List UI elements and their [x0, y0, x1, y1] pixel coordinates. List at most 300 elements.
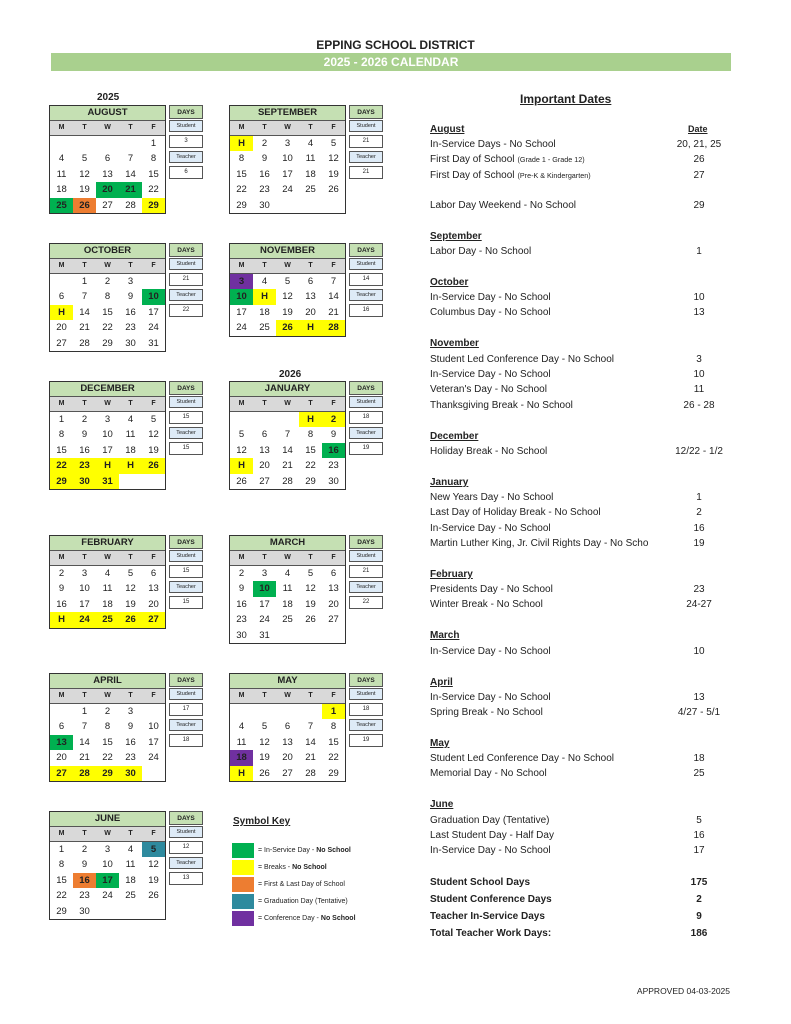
event-name: Graduation Day (Tentative): [430, 815, 550, 826]
teacher-days-count: 22: [169, 304, 203, 317]
student-label: Student: [349, 688, 383, 700]
day-cell: 15: [148, 168, 159, 180]
date-column-header: Date: [688, 124, 708, 134]
teacher-label: Teacher: [169, 857, 203, 869]
event-date: 10: [693, 369, 705, 380]
student-days-count: 15: [169, 565, 203, 578]
week-row: [230, 198, 345, 213]
day-cell: 10: [102, 859, 113, 871]
days-header: DAYS: [349, 381, 383, 395]
day-cell: 14: [305, 736, 316, 748]
day-cell: 2: [261, 138, 268, 149]
day-cell: 8: [307, 429, 314, 441]
month-name: AUGUST: [50, 106, 165, 121]
event-date: 4/27 - 5/1: [677, 707, 721, 718]
important-date-label: [430, 707, 543, 718]
day-cell: 9: [238, 583, 245, 595]
event-name: Student Led Conference Day - No School: [430, 354, 614, 365]
days-row: [349, 119, 383, 134]
week-row: [230, 719, 345, 734]
day-cell: 16: [259, 168, 270, 180]
student-label: Student: [349, 120, 383, 132]
day-cell: 13: [259, 444, 270, 456]
day-cell: 17: [259, 598, 270, 610]
day-cell: 9: [81, 429, 88, 441]
teacher-days-count: 13: [169, 872, 203, 885]
days-row: [169, 580, 203, 595]
day-cell: 19: [148, 874, 159, 886]
weekday-name: F: [151, 262, 156, 269]
day-cell: 2: [81, 414, 88, 425]
month-june: [49, 811, 166, 920]
month-february: [49, 535, 166, 629]
day-cell: 5: [150, 414, 157, 425]
weekday-name: M: [58, 554, 65, 561]
days-row: [349, 718, 383, 733]
day-cell: 7: [307, 721, 314, 733]
weekday-name: T: [262, 124, 267, 131]
day-cell: H: [50, 305, 73, 320]
month-heading: [430, 799, 453, 810]
day-cell: 19: [282, 306, 293, 318]
teacher-days-count: 21: [349, 166, 383, 179]
day-cell: 3: [261, 568, 268, 579]
student-days-count: 18: [349, 411, 383, 424]
weekday-name: T: [128, 692, 133, 699]
day-cell: 27: [259, 475, 270, 487]
day-cell: 16: [79, 444, 90, 456]
day-cell: 10: [282, 153, 293, 165]
day-cell: 7: [330, 276, 337, 287]
day-cell: 5: [142, 842, 165, 857]
weekday-name: T: [128, 124, 133, 131]
day-cell: 8: [104, 291, 111, 303]
event-name: Veteran's Day - No School: [430, 384, 547, 395]
event-date: 27: [693, 170, 705, 181]
day-cell: 19: [305, 598, 316, 610]
weekday-name: T: [82, 554, 87, 561]
day-cell: 22: [102, 752, 113, 764]
day-cell: 9: [58, 583, 65, 595]
day-cell: 3: [284, 138, 291, 149]
day-cell: 1: [81, 276, 88, 287]
day-cell: H: [119, 458, 142, 473]
days-row: [349, 257, 383, 272]
student-label: Student: [169, 258, 203, 270]
days-column: [349, 535, 383, 611]
days-row: [349, 580, 383, 595]
weekday-name: T: [262, 262, 267, 269]
day-cell: 17: [96, 873, 119, 888]
week-row: [50, 597, 165, 612]
days-row: [349, 564, 383, 579]
day-cell: 6: [261, 429, 268, 441]
day-cell: 6: [284, 721, 291, 733]
day-cell: 16: [125, 306, 136, 318]
important-date-label: [430, 307, 551, 318]
week-row: [230, 443, 345, 458]
day-cell: 3: [127, 276, 134, 287]
week-row: [50, 443, 165, 458]
weekday-name: T: [308, 554, 313, 561]
month-heading: [430, 431, 478, 442]
day-cell: [276, 198, 299, 213]
important-date-label: [430, 507, 601, 518]
important-date-label: [430, 292, 551, 303]
important-date-label: [430, 492, 553, 503]
day-cell: 2: [238, 568, 245, 579]
days-column: [349, 243, 383, 319]
day-cell: 11: [125, 859, 136, 871]
event-date: 18: [693, 753, 705, 764]
important-date-label: [430, 139, 556, 150]
day-cell: 15: [56, 874, 67, 886]
year-label-2026: 2026: [279, 369, 302, 380]
day-cell: H: [299, 412, 322, 427]
day-cell: 9: [330, 429, 337, 441]
week-row: [230, 305, 345, 320]
day-cell: 3: [104, 414, 111, 425]
day-cell: 10: [148, 721, 159, 733]
day-cell: 8: [238, 153, 245, 165]
symbol-description: = First & Last Day of School: [258, 880, 345, 888]
important-dates-title: Important Dates: [520, 92, 612, 106]
day-cell: 3: [127, 706, 134, 717]
event-date: 26 - 28: [683, 400, 715, 411]
symbol-note: No School: [292, 863, 327, 871]
day-cell: [276, 704, 299, 719]
important-date-label: [430, 830, 554, 841]
day-cell: 30: [236, 629, 247, 641]
teacher-days-count: 22: [349, 596, 383, 609]
week-row: [230, 427, 345, 442]
days-header: DAYS: [349, 535, 383, 549]
event-date: 175: [690, 877, 708, 888]
day-cell: 23: [125, 752, 136, 764]
weekday-name: W: [284, 692, 291, 699]
event-date: 3: [696, 354, 702, 365]
weekday-name: F: [331, 554, 336, 561]
weekday-header: [50, 689, 165, 704]
summary-label: [430, 928, 551, 939]
days-row: [169, 426, 203, 441]
day-cell: 29: [96, 766, 119, 781]
days-column: [169, 811, 203, 887]
days-header: DAYS: [349, 243, 383, 257]
day-cell: H: [96, 458, 119, 473]
event-name: Holiday Break - No School: [430, 446, 548, 457]
teacher-days-count: 19: [349, 442, 383, 455]
event-date: 11: [693, 384, 705, 395]
weekday-name: W: [104, 400, 111, 407]
day-cell: 2: [322, 412, 345, 427]
day-cell: 19: [259, 752, 270, 764]
weekday-header: [230, 259, 345, 274]
days-row: [349, 426, 383, 441]
month-heading: [430, 630, 459, 641]
month-april: [49, 673, 166, 782]
important-date-label: [430, 523, 551, 534]
event-subnote: (Grade 1 - Grade 12): [517, 155, 585, 164]
day-cell: 25: [50, 198, 73, 213]
day-cell: 22: [236, 184, 247, 196]
day-cell: [253, 704, 276, 719]
day-cell: 22: [328, 752, 339, 764]
teacher-days-count: 15: [169, 596, 203, 609]
teacher-label: Teacher: [169, 719, 203, 731]
days-row: [349, 702, 383, 717]
event-date: 2: [696, 894, 702, 905]
month-name: JANUARY: [230, 382, 345, 397]
week-row: [50, 474, 165, 489]
event-date: 24-27: [686, 599, 712, 610]
day-cell: 30: [125, 337, 136, 349]
month-december: [49, 381, 166, 490]
day-cell: 23: [236, 614, 247, 626]
day-cell: 21: [119, 182, 142, 197]
days-column: [169, 381, 203, 457]
days-row: [169, 718, 203, 733]
weekday-name: M: [238, 554, 245, 561]
day-cell: [299, 628, 322, 643]
student-days-count: 18: [349, 703, 383, 716]
week-row: [50, 888, 165, 903]
days-header: DAYS: [169, 673, 203, 687]
week-row: [50, 151, 165, 166]
event-name: February: [430, 569, 473, 580]
day-cell: 7: [81, 291, 88, 303]
event-name: In-Service Day - No School: [430, 369, 551, 380]
event-name: Total Teacher Work Days:: [430, 928, 552, 939]
month-heading: [430, 338, 479, 349]
day-cell: 18: [125, 444, 136, 456]
week-row: [50, 305, 165, 320]
day-cell: 29: [56, 905, 67, 917]
event-name: December: [430, 431, 479, 442]
day-cell: 1: [150, 138, 157, 149]
event-name: In-Service Day - No School: [430, 692, 551, 703]
day-cell: 17: [102, 444, 113, 456]
event-date: 13: [693, 307, 705, 318]
day-cell: 16: [125, 736, 136, 748]
days-row: [349, 165, 383, 180]
weekday-header: [50, 551, 165, 566]
important-date-label: [430, 400, 573, 411]
day-cell: 4: [284, 568, 291, 579]
day-cell: [119, 904, 142, 919]
day-cell: 12: [125, 583, 136, 595]
event-name: In-Service Day - No School: [430, 523, 551, 534]
week-row: [50, 566, 165, 581]
day-cell: 11: [282, 583, 293, 595]
day-cell: 4: [307, 138, 314, 149]
event-name: Student School Days: [430, 877, 531, 888]
day-cell: 9: [127, 291, 134, 303]
event-date: 16: [693, 830, 705, 841]
day-cell: [142, 274, 165, 289]
week-row: [230, 735, 345, 750]
week-row: [50, 842, 165, 857]
event-name: Last Student Day - Half Day: [430, 830, 554, 841]
day-cell: 26: [276, 320, 299, 335]
event-date: 5: [696, 815, 702, 826]
month-november: [229, 243, 346, 337]
symbol-key-item: [232, 893, 348, 909]
month-name: JUNE: [50, 812, 165, 827]
day-cell: 17: [148, 736, 159, 748]
day-cell: [322, 198, 345, 213]
day-cell: 23: [73, 458, 96, 473]
days-row: [169, 840, 203, 855]
summary-label: [430, 911, 545, 922]
day-cell: 18: [305, 168, 316, 180]
day-cell: 17: [148, 306, 159, 318]
month-name: OCTOBER: [50, 244, 165, 259]
student-label: Student: [169, 550, 203, 562]
day-cell: 12: [148, 429, 159, 441]
weekday-name: W: [104, 554, 111, 561]
day-cell: 18: [230, 750, 253, 765]
day-cell: 4: [261, 276, 268, 287]
weekday-name: M: [238, 124, 245, 131]
day-cell: 29: [236, 199, 247, 211]
event-name: September: [430, 231, 482, 242]
important-date-label: [430, 170, 591, 181]
days-row: [169, 134, 203, 149]
week-row: [230, 458, 345, 473]
month-august: [49, 105, 166, 214]
weekday-header: [230, 121, 345, 136]
weekday-name: W: [284, 554, 291, 561]
weekday-name: M: [58, 124, 65, 131]
day-cell: 6: [104, 153, 111, 165]
important-date-label: [430, 154, 585, 165]
weekday-name: W: [284, 262, 291, 269]
weekday-name: F: [331, 262, 336, 269]
weekday-name: W: [284, 124, 291, 131]
day-cell: H: [230, 766, 253, 781]
day-cell: H: [299, 320, 322, 335]
weekday-name: T: [128, 400, 133, 407]
important-date-label: [430, 599, 543, 610]
day-cell: [119, 474, 142, 489]
symbol-description: = In-Service Day -: [258, 846, 315, 854]
days-column: [169, 105, 203, 181]
day-cell: [299, 704, 322, 719]
event-name: Spring Break - No School: [430, 707, 543, 718]
day-cell: 8: [150, 153, 157, 165]
day-cell: 13: [148, 583, 159, 595]
day-cell: 25: [96, 612, 119, 627]
day-cell: 18: [282, 598, 293, 610]
day-cell: 12: [236, 444, 247, 456]
weekday-name: W: [104, 262, 111, 269]
days-row: [169, 150, 203, 165]
summary-label: [430, 877, 530, 888]
days-column: [349, 381, 383, 457]
student-days-count: 15: [169, 411, 203, 424]
days-row: [349, 395, 383, 410]
event-name: In-Service Day - No School: [430, 845, 551, 856]
day-cell: [276, 628, 299, 643]
important-date-label: [430, 845, 551, 856]
month-name: APRIL: [50, 674, 165, 689]
day-cell: 10: [253, 581, 276, 596]
event-date: 1: [696, 246, 702, 257]
day-cell: 5: [238, 429, 245, 441]
event-date: 16: [693, 523, 705, 534]
day-cell: 15: [328, 736, 339, 748]
day-cell: 27: [102, 199, 113, 211]
teacher-label: Teacher: [349, 581, 383, 593]
weekday-name: T: [262, 554, 267, 561]
day-cell: 14: [125, 168, 136, 180]
event-date: 13: [693, 692, 705, 703]
event-name: Winter Break - No School: [430, 599, 543, 610]
day-cell: 20: [259, 460, 270, 472]
month-october: [49, 243, 166, 352]
event-name: Labor Day Weekend - No School: [430, 200, 577, 211]
day-cell: 21: [305, 752, 316, 764]
day-cell: 29: [305, 475, 316, 487]
day-cell: 27: [142, 612, 165, 627]
event-name: November: [430, 338, 479, 349]
days-row: [349, 733, 383, 748]
day-cell: 24: [236, 322, 247, 334]
summary-label: [430, 894, 552, 905]
day-cell: 15: [102, 306, 113, 318]
day-cell: 21: [282, 460, 293, 472]
student-days-count: 21: [169, 273, 203, 286]
days-row: [169, 564, 203, 579]
day-cell: 14: [79, 736, 90, 748]
event-date: 17: [693, 845, 705, 856]
important-date-label: [430, 354, 614, 365]
event-date: 2: [696, 507, 702, 518]
days-row: [349, 272, 383, 287]
important-date-label: [430, 200, 576, 211]
day-cell: 21: [79, 322, 90, 334]
day-cell: 20: [56, 322, 67, 334]
day-cell: 11: [125, 429, 136, 441]
day-cell: 22: [148, 184, 159, 196]
day-cell: 5: [284, 276, 291, 287]
day-cell: [50, 274, 73, 289]
weekday-header: [230, 397, 345, 412]
day-cell: 1: [322, 704, 345, 719]
day-cell: 31: [148, 337, 159, 349]
day-cell: [119, 136, 142, 151]
day-cell: 12: [305, 583, 316, 595]
day-cell: 19: [148, 444, 159, 456]
event-name: Last Day of Holiday Break - No School: [430, 507, 601, 518]
day-cell: 23: [328, 460, 339, 472]
week-row: [230, 612, 345, 627]
day-cell: [276, 412, 299, 427]
important-date-label: [430, 768, 547, 779]
day-cell: 13: [50, 735, 73, 750]
important-date-label: [430, 692, 551, 703]
day-cell: [50, 704, 73, 719]
day-cell: 2: [81, 844, 88, 855]
day-cell: 28: [125, 199, 136, 211]
days-row: [169, 303, 203, 318]
weekday-name: T: [82, 692, 87, 699]
event-name: First Day of School: [430, 170, 515, 181]
weekday-name: T: [308, 692, 313, 699]
symbol-key-item: [232, 876, 345, 892]
day-cell: 30: [73, 474, 96, 489]
